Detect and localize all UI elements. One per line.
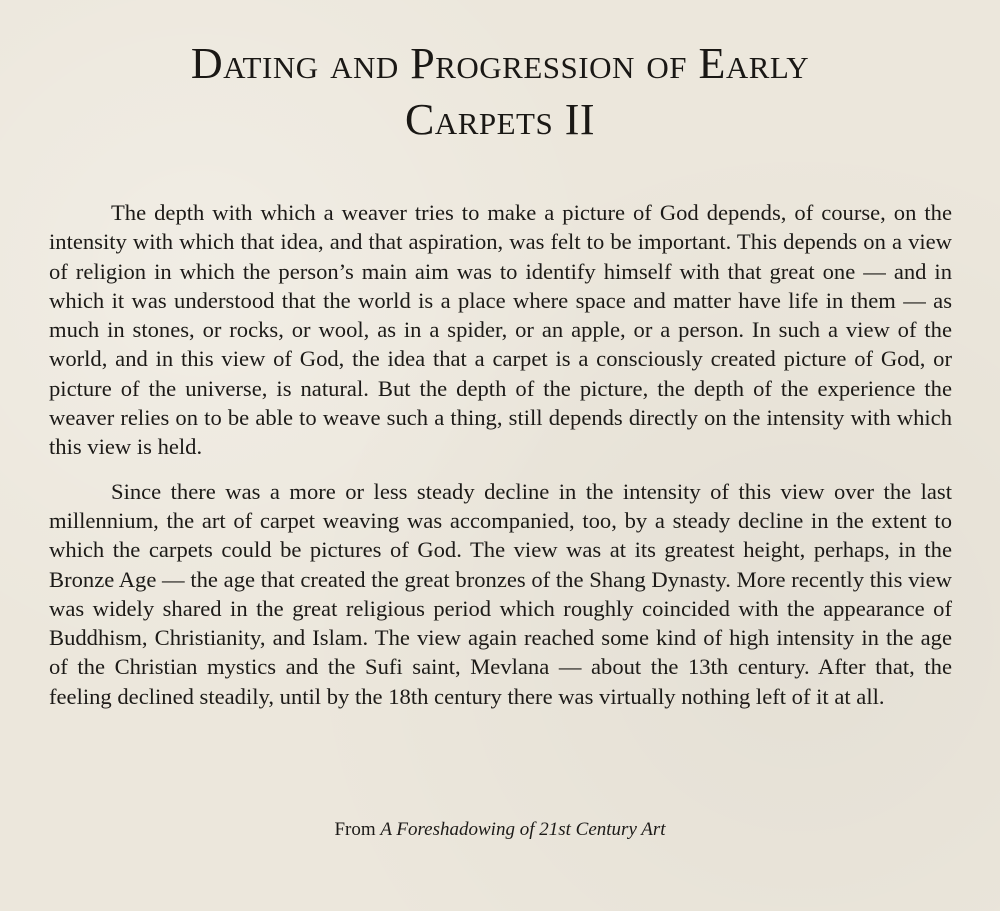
caption-prefix: From: [334, 819, 381, 840]
source-caption: [0, 818, 1000, 842]
body-text: [49, 198, 952, 711]
paragraph-1: The depth with which a weaver tries to make a picture of God depends, of course, on the intensity with which that idea, and that aspiration, was felt to be important. This depends on a view of religion in which the person’s main aim was to identify himself with that great one — and in which it was understood that the world is a place where space and matter have life in them — as much in stones, or rocks, or wool, as in a spider, or an apple, or a person. In such a view of the world, and in this view of God, the idea that a carpet is a consciously created picture of God, or picture of the universe, is natural. But the depth of the picture, the depth of the experience the weaver relies on to be able to weave such a thing, still depends directly on the intensity with which this view is held.: [49, 200, 952, 460]
title-line-2: Carpets II: [404, 95, 596, 144]
page-title: [0, 36, 1000, 148]
title-line-1: Dating and Progression of Early: [190, 39, 810, 88]
caption-source-title: A Foreshadowing of 21st Century Art: [380, 819, 666, 840]
paragraph-2: Since there was a more or less steady decline in the intensity of this view over the last millennium, the art of carpet weaving was accompanied, too, by a steady decline in the extent to which the carpets could be pictures of God. The view was at its greatest height, perhaps, in the Bronze Age — the age that created the great bronzes of the Shang Dynasty. More recently this view was widely shared in the great religious period which roughly coincided with the appearance of Buddhism, Christianity, and Islam. The view again reached some kind of high intensity in the age of the Christian mystics and the Sufi saint, Mevlana — about the 13th century. After that, the feeling declined steadily, until by the 18th century there was virtually nothing left of it at all.: [49, 478, 952, 709]
